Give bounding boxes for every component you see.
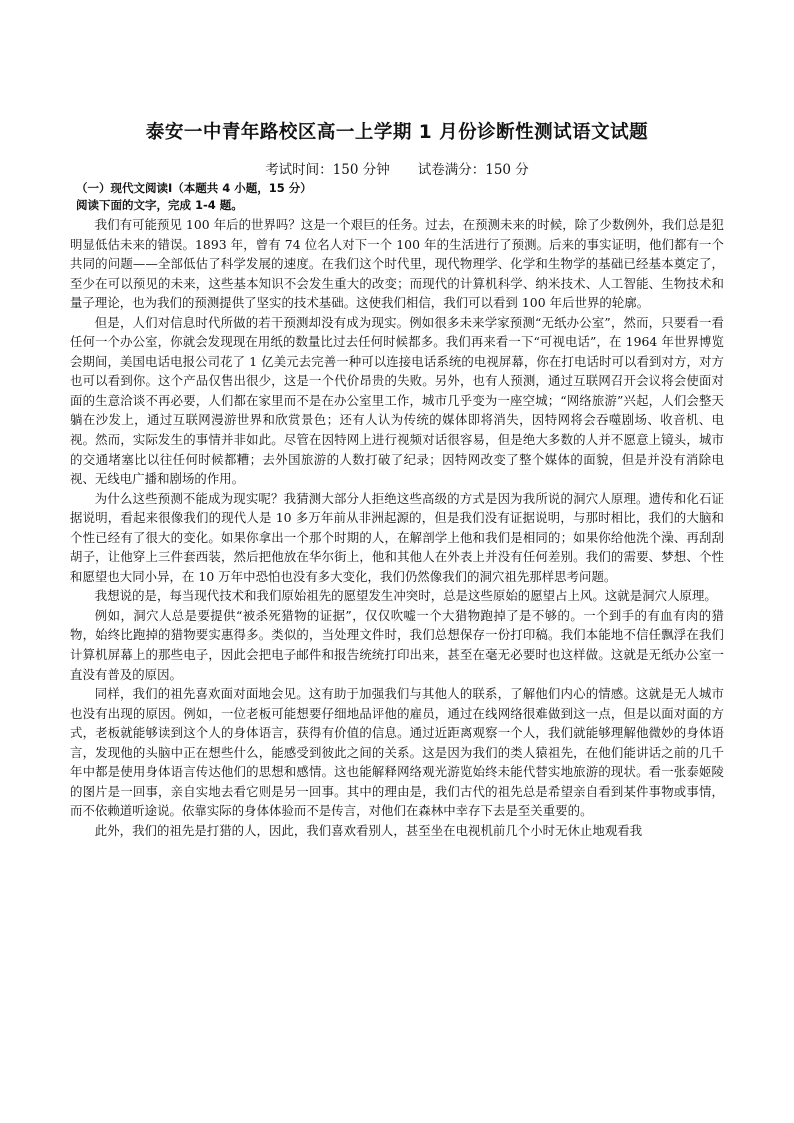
full-score: 试卷满分：150 分 xyxy=(417,162,529,178)
paragraph: 我们有可能预见 100 年后的世界吗？这是一个艰巨的任务。过去，在预测未来的时候，除了少数例外，我们总是犯明显低估未来的错误。1893 年，曾有 74 位名人对下一个 100 年的生活进行了预测。后来的事实证明，他们都有一个共同的问题——全部低估了科学发展的速度。在我们这个时代里，现代物理学、化学和生物学的基础已经基本奠定了，至少在可以预见的未来，这些基本知识不会发生重大的改变；而现代的计算机科学、纳米技术、人工智能、生物技术和量子理论，也为我们的预测提供了坚实的技术基础。这使我们相信，我们可以看到 100 年后世界的轮廓。 xyxy=(70,217,724,311)
section-heading: （一）现代文阅读Ⅰ（本题共 4 小题，15 分） xyxy=(76,181,312,195)
paragraph: 例如，洞穴人总是要提供“被杀死猎物的证据”，仅仅吹嘘一个大猎物跑掉了是不够的。一个到手的有血有肉的猎物，始终比跑掉的猎物要实惠得多。类似的，当处理文件时，我们总想保存一份打印稿。我们本能地不信任飘浮在我们计算机屏幕上的那些电子，因此会把电子邮件和报告统统打印出来，甚至在毫无必要时也这样做。这就是无纸办公室一直没有普及的原因。 xyxy=(70,607,724,682)
paragraph: 同样，我们的祖先喜欢面对面地会见。这有助于加强我们与其他人的联系，了解他们内心的情感。这就是无人城市也没有出现的原因。例如，一位老板可能想要仔细地品评他的雇员，通过在线网络很难做到这一点，但是以面对面的方式，老板就能够读到这个人的身体语言，获得有价值的信息。通过近距离观察一个人，我们就能够理解他微妙的身体语言，发现他的头脑中正在想些什么，能感受到彼此之间的关系。这是因为我们的类人猿祖先，在他们能讲话之前的几千年中都是使用身体语言传达他们的思想和感情。这也能解释网络观光游览始终未能代替实地旅游的现状。看一张泰姬陵的图片是一回事，亲自实地去看它则是另一回事。其中的理由是，我们古代的祖先总是希望亲自看到某件事物或事情，而不依赖道听途说。依靠实际的身体体验而不是传言，对他们在森林中幸存下去是至关重要的。 xyxy=(70,686,724,819)
paragraph: 此外，我们的祖先是打猎的人，因此，我们喜欢看别人，甚至坐在电视机前几个小时无休止地观看我 xyxy=(94,822,643,838)
exam-meta xyxy=(70,158,724,178)
reading-instruction: 阅读下面的文字，完成 1-4 题。 xyxy=(76,198,243,212)
exam-time: 考试时间：150 分钟 xyxy=(265,162,390,178)
paragraph: 为什么这些预测不能成为现实呢？我猜测大部分人拒绝这些高级的方式是因为我所说的洞穴人原理。遗传和化石证据说明，看起来很像我们的现代人是 10 多万年前从非洲起源的，但是我们没有证据说明，与那时相比，我们的大脑和个性已经有了很大的变化。如果你拿出一个那个时期的人，在解剖学上他和我们是相同的；如果你给他洗个澡、再刮刮胡子，让他穿上三件套西装，然后把他放在华尔街上，他和其他人在外表上并没有任何差别。我们的需要、梦想、个性和愿望也大同小异，在 10 万年中恐怕也没有多大变化，我们仍然像我们的洞穴祖先那样思考问题。 xyxy=(70,490,724,584)
exam-title: 泰安一中青年路校区高一上学期 1 月份诊断性测试语文试题 xyxy=(145,122,649,143)
paragraph: 我想说的是，每当现代技术和我们原始祖先的愿望发生冲突时，总是这些原始的愿望占上风。这就是洞穴人原理。 xyxy=(94,588,717,604)
exam-page xyxy=(70,118,724,841)
paragraph: 但是，人们对信息时代所做的若干预测却没有成为现实。例如很多未来学家预测“无纸办公室”，然而，只要看一看任何一个办公室，你就会发现现在用纸的数量比过去任何时候都多。我们再来看一下“可视电话”，在 1964 年世界博览会期间，美国电话电报公司花了 1 亿美元去完善一种可以连接电话系统的电视屏幕，你在打电话时可以看到对方，对方也可以看到你。这个产品仅售出很少，这是一个代价昂贵的失败。另外，也有人预测，通过互联网召开会议将会使面对面的生意洽谈不再必要，人们都在家里而不是在办公室里工作，城市几乎变为一座空城；“网络旅游”兴起，人们会整天躺在沙发上，通过互联网漫游世界和欣赏景色；还有人认为传统的媒体即将消失，因特网将会吞噬剧场、收音机、电视。然而，实际发生的事情并非如此。尽管在因特网上进行视频对话很容易，但是绝大多数的人并不愿意上镜头，城市的交通堵塞比以往任何时候都糟；去外国旅游的人数打破了纪录；因特网改变了整个媒体的面貌，但是并没有消除电视、无线电广播和剧场的作用。 xyxy=(70,314,724,487)
